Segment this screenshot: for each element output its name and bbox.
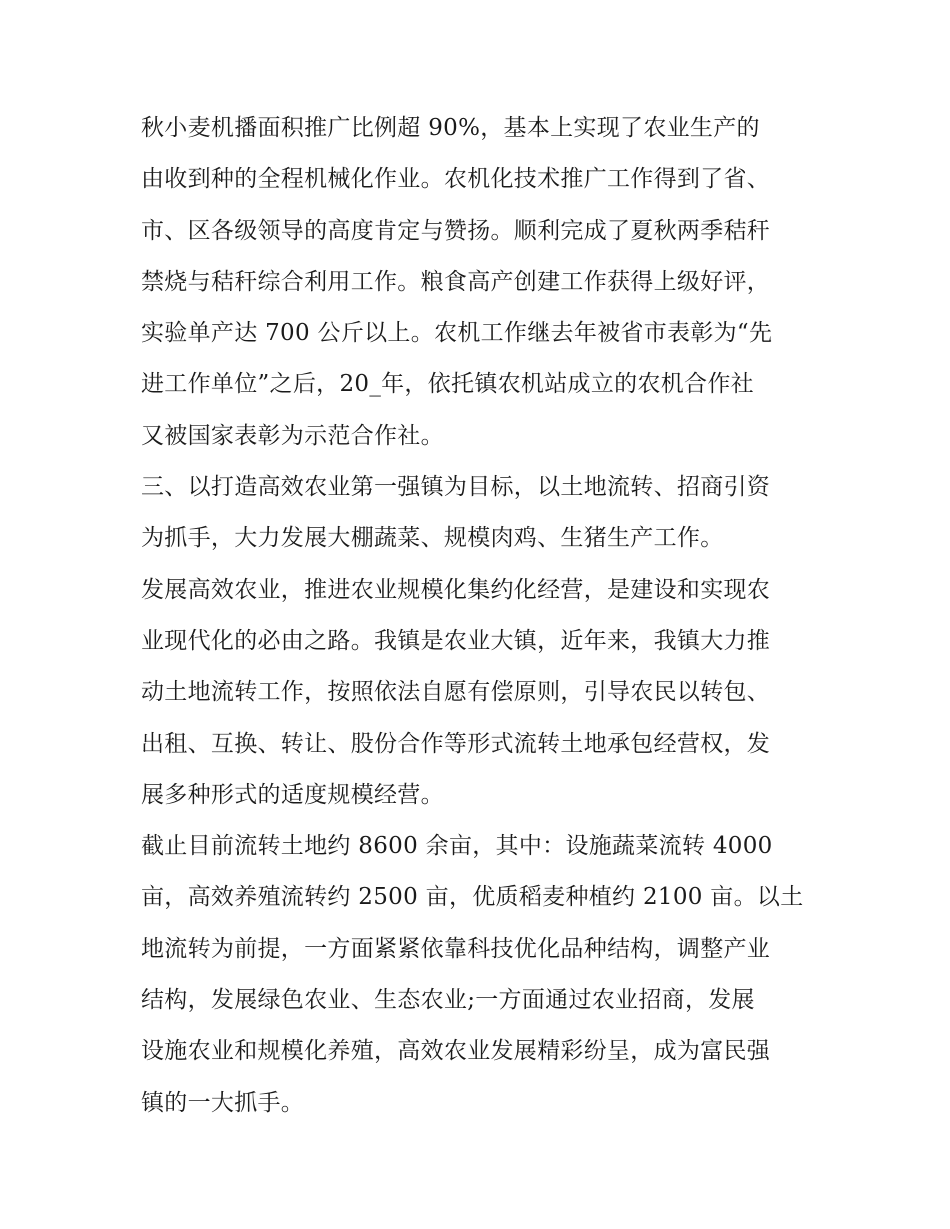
text-line-18: 结构，发展绿色农业、生态农业;一方面通过农业招商，发展	[141, 987, 755, 1014]
body-text	[141, 103, 821, 1129]
text-line-19: 设施农业和规模化养殖，高效农业发展精彩纷呈，成为富民强	[141, 1038, 771, 1065]
text-line-2: 由收到种的全程机械化作业。农机化技术推广工作得到了省、	[141, 166, 771, 193]
section-heading-3: 三、以打造高效农业第一强镇为目标，以土地流转、招商引资	[141, 474, 771, 501]
text-line-10: 发展高效农业，推进农业规模化集约化经营，是建设和实现农	[141, 576, 771, 603]
text-line-11: 业现代化的必由之路。我镇是农业大镇，近年来，我镇大力推	[141, 627, 771, 654]
text-line-4: 禁烧与秸秆综合利用工作。粮食高产创建工作获得上级好评，	[141, 268, 771, 295]
text-line-20: 镇的一大抓手。	[141, 1089, 305, 1116]
text-line-15: 截止目前流转土地约 8600 余亩，其中：设施蔬菜流转 4000	[141, 833, 773, 860]
text-line-9: 为抓手，大力发展大棚蔬菜、规模肉鸡、生猪生产工作。	[141, 525, 724, 552]
text-line-3: 市、区各级领导的高度肯定与赞扬。顺利完成了夏秋两季秸秆	[141, 217, 771, 244]
text-line-13: 出租、互换、转让、股份合作等形式流转土地承包经营权，发	[141, 730, 771, 757]
text-line-5: 实验单产达 700 公斤以上。农机工作继去年被省市表彰为“先	[141, 320, 773, 347]
text-line-7: 又被国家表彰为示范合作社。	[141, 422, 444, 449]
text-line-6: 进工作单位”之后，20_年，依托镇农机站成立的农机合作社	[141, 371, 754, 398]
text-line-12: 动土地流转工作，按照依法自愿有偿原则，引导农民以转包、	[141, 679, 771, 706]
text-line-16: 亩，高效养殖流转约 2500 亩，优质稻麦种植约 2100 亩。以土	[141, 884, 804, 911]
text-line-1: 秋小麦机播面积推广比例超 90%，基本上实现了农业生产的	[141, 115, 760, 141]
text-line-17: 地流转为前提，一方面紧紧依靠科技优化品种结构，调整产业	[141, 935, 771, 962]
text-line-14: 展多种形式的适度规模经营。	[141, 781, 444, 808]
